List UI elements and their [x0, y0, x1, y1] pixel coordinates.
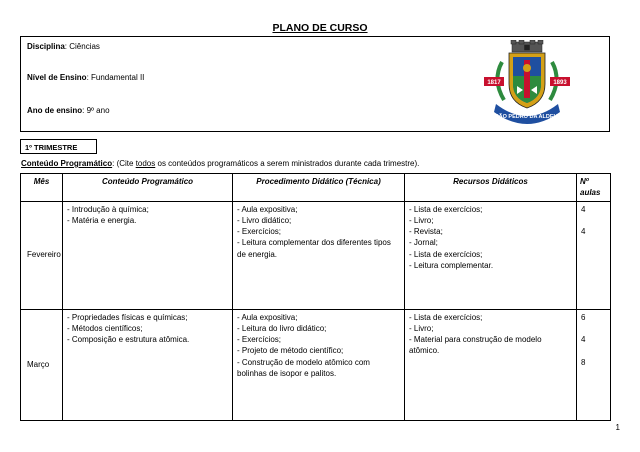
list-item: - Exercícios;	[237, 227, 282, 237]
nivel-value: : Fundamental II	[86, 73, 145, 82]
row-recursos	[405, 309, 577, 420]
row-aulas	[577, 309, 611, 420]
row-recursos	[405, 201, 577, 309]
aulas-count: 8	[581, 357, 586, 367]
list-item: - Matéria e energia.	[67, 215, 137, 225]
emblem-banner-text: SÃO PEDRO DA ALDEIA	[494, 114, 560, 120]
row-procedimento	[233, 309, 405, 420]
page-title: PLANO DE CURSO	[272, 22, 368, 34]
list-item: - Jornal;	[409, 238, 438, 248]
conteudo-post: os conteúdos programáticos a serem ministrados durante cada trimestre).	[155, 159, 420, 168]
row-month: Fevereiro	[21, 201, 63, 309]
row-conteudo	[63, 309, 233, 420]
list-item: - Livro;	[409, 215, 434, 225]
emblem-year-left: 1817	[487, 80, 501, 86]
disciplina-label: Disciplina	[27, 42, 65, 51]
list-item: - Livro;	[409, 323, 434, 333]
header-recursos: Recursos Didáticos	[405, 174, 577, 202]
row-procedimento	[233, 201, 405, 309]
list-item: - Composição e estrutura atômica.	[67, 335, 190, 345]
list-item: - Projeto de método científico;	[237, 346, 344, 356]
list-item: - Leitura do livro didático;	[237, 323, 327, 333]
list-item: - Métodos científicos;	[67, 323, 143, 333]
row-conteudo	[63, 201, 233, 309]
aulas-count: 4	[581, 227, 586, 237]
header-conteudo: Conteúdo Programático	[63, 174, 233, 202]
list-item: - Lista de exercícios;	[409, 249, 483, 259]
course-plan-table	[20, 173, 611, 421]
conteudo-label: Conteúdo Programático	[21, 159, 113, 168]
conteudo-underlined: todos	[135, 159, 156, 168]
row-aulas	[577, 201, 611, 309]
list-item: atômico.	[409, 346, 440, 356]
list-item: - Material para construção de modelo	[409, 335, 542, 345]
list-item: - Leitura complementar dos diferentes tipos	[237, 238, 391, 248]
aulas-count: 4	[581, 204, 586, 214]
table-row	[21, 201, 611, 309]
emblem-year-right: 1893	[553, 80, 567, 86]
table-header-row	[21, 174, 611, 202]
disciplina-line	[27, 42, 100, 51]
list-item: - Lista de exercícios;	[409, 204, 483, 214]
ano-line	[27, 106, 110, 115]
header-box	[20, 36, 610, 132]
ano-label: Ano de ensino	[27, 106, 83, 115]
list-item: - Livro didático;	[237, 215, 292, 225]
conteudo-pre: : (Cite	[112, 159, 136, 168]
list-item: - Construção de modelo atômico com	[237, 357, 370, 367]
list-item: - Aula expositiva;	[237, 204, 298, 214]
header-aulas-line2: aulas	[580, 188, 601, 198]
list-item: - Lista de exercícios;	[409, 312, 483, 322]
ano-value: : 9º ano	[82, 106, 110, 115]
table-row	[21, 309, 611, 420]
nivel-line	[27, 73, 144, 82]
disciplina-value: : Ciências	[64, 42, 100, 51]
header-mes: Mês	[21, 174, 63, 202]
header-aulas-line1: Nº	[580, 177, 589, 186]
header-aulas	[577, 174, 611, 202]
list-item: bolinhas de isopor e palitos.	[237, 369, 337, 379]
list-item: - Leitura complementar.	[409, 261, 494, 271]
list-item: - Aula expositiva;	[237, 312, 298, 322]
aulas-count: 6	[581, 312, 586, 322]
trimestre-box: 1º TRIMESTRE	[20, 139, 97, 154]
aulas-count: 4	[581, 335, 586, 345]
list-item: de energia.	[237, 249, 278, 259]
page-number: 1	[615, 423, 620, 432]
city-coat-of-arms-emblem	[484, 40, 570, 124]
row-month: Março	[21, 309, 63, 420]
list-item: - Exercícios;	[237, 335, 282, 345]
header-procedimento: Procedimento Didático (Técnica)	[233, 174, 405, 202]
nivel-label: Nível de Ensino	[27, 73, 87, 82]
list-item: - Introdução à química;	[67, 204, 149, 214]
list-item: - Propriedades físicas e químicas;	[67, 312, 188, 322]
list-item: - Revista;	[409, 227, 443, 237]
conteudo-instruction	[21, 159, 419, 168]
